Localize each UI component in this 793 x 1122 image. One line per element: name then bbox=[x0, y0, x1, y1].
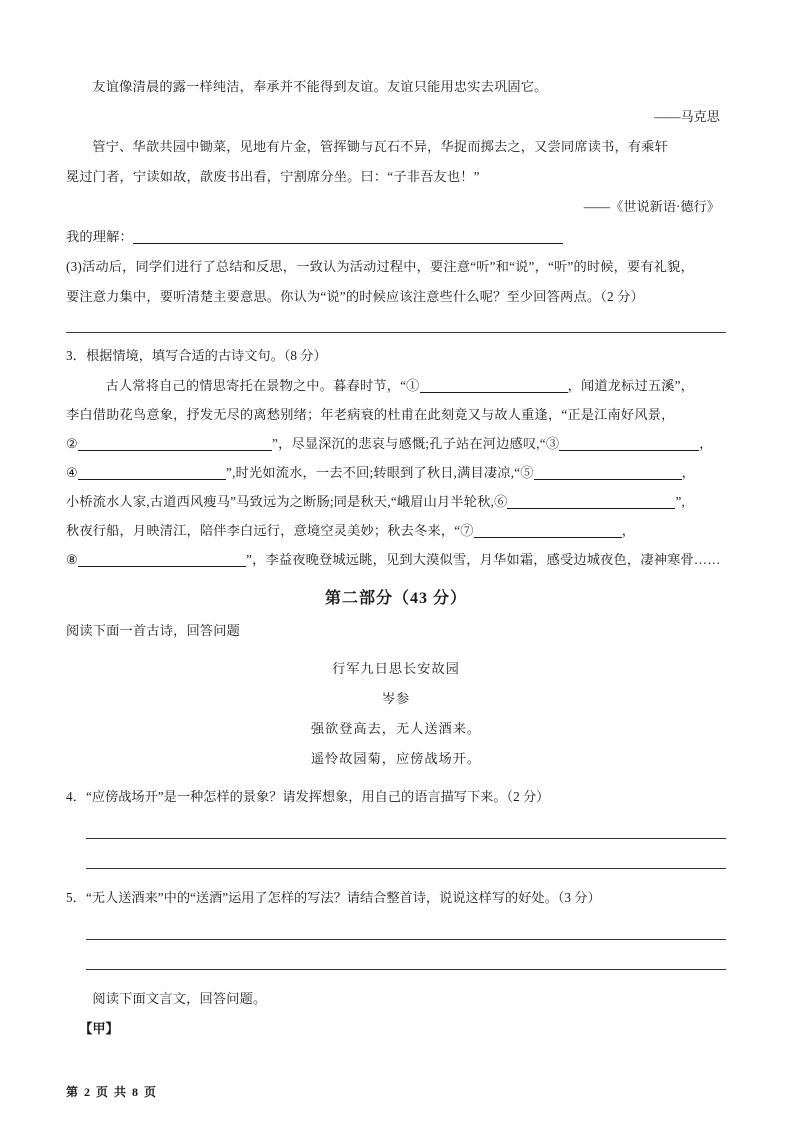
quote-shishuo-source: ——《世说新语·德行》 bbox=[583, 199, 720, 214]
page-content bbox=[66, 72, 726, 1044]
q2c-line1: (3)活动后，同学们进行了总结和反思，一致认为活动过程中，要注意“听”和“说”，“听”的时候，要有礼貌， bbox=[66, 259, 694, 274]
poem-author: 岑参 bbox=[381, 691, 411, 706]
q3-blank[interactable] bbox=[420, 377, 568, 393]
understanding-row bbox=[66, 222, 726, 252]
quote-shishuo-line1: 管宁、华歆共园中锄菜，见地有片金，管挥锄与瓦石不异，华捉而掷去之，又尝同席读书，有乘轩 bbox=[92, 139, 669, 154]
understanding-blank[interactable] bbox=[133, 228, 563, 244]
q3-text-fragment: ⑧ bbox=[66, 552, 79, 567]
q3-blank[interactable] bbox=[534, 464, 682, 480]
q3-blank[interactable] bbox=[474, 522, 622, 538]
poem-line-1: 强欲登高去，无人送酒来。 bbox=[310, 721, 482, 736]
q3-line-4 bbox=[66, 458, 726, 487]
q5-number: 5． bbox=[66, 890, 86, 905]
q3-text-fragment: 秋夜行船，月映清江，陪伴李白远行，意境空灵美妙；秋去冬来，“⑦ bbox=[66, 523, 474, 538]
q3-text-fragment: 李白借助花鸟意象，抒发无尽的离愁别绪；年老病衰的杜甫在此刻竟又与故人重逢，“正是江南好风景， bbox=[66, 407, 675, 422]
part2-title: 第二部分（43 分） bbox=[324, 590, 467, 607]
q3-text-fragment: ”，尽显深沉的悲哀与感慨;孔子站在河边感叹,“③ bbox=[272, 436, 560, 451]
q3-line-3 bbox=[66, 429, 726, 458]
q4-number: 4． bbox=[66, 789, 86, 804]
q4-stem: “应傍战场开”是一种怎样的景象？请发挥想象，用自己的语言描写下来。（2 分） bbox=[86, 789, 550, 804]
q3-stem: 根据情境，填写合适的古诗文句。（8 分） bbox=[86, 348, 327, 363]
q5-header bbox=[66, 883, 726, 913]
q3-text-fragment: ， bbox=[621, 523, 636, 538]
q3-fill-lines bbox=[66, 371, 726, 574]
understanding-label: 我的理解： bbox=[66, 229, 133, 244]
q3-blank[interactable] bbox=[559, 435, 699, 451]
q3-number: 3． bbox=[66, 348, 86, 363]
quote-marx-source: ——马克思 bbox=[654, 109, 720, 124]
q3-line-2 bbox=[66, 400, 726, 429]
q3-header bbox=[66, 341, 726, 371]
q3-blank[interactable] bbox=[507, 493, 675, 509]
classical-instruction: 阅读下面文言文，回答问题。 bbox=[92, 991, 267, 1006]
q3-line-5 bbox=[66, 487, 726, 516]
q3-text-fragment: ”，李益夜晚登城远眺，见到大漠似雪，月华如霜，感受边城夜色，凄神寒骨…… bbox=[246, 552, 721, 567]
q3-text-fragment: 小桥流水人家,古道西风瘦马”马致远为之断肠;同是秋天,“峨眉山月半轮秋,⑥ bbox=[66, 494, 508, 509]
page-footer: 第 2 页 共 8 页 bbox=[66, 1085, 158, 1099]
poem-title: 行军九日思长安故园 bbox=[332, 661, 460, 676]
q3-blank[interactable] bbox=[78, 435, 272, 451]
q3-line-1 bbox=[66, 371, 726, 400]
q2c-line2: 要注意力集中，要听清楚主要意思。你认为“说”的时候应该注意些什么呢？至少回答两点。（2 分） bbox=[66, 289, 645, 304]
q3-line-6 bbox=[66, 516, 726, 545]
q3-blank[interactable] bbox=[78, 464, 226, 480]
q3-text-fragment: ② bbox=[66, 436, 79, 451]
q3-text-fragment: ”, bbox=[675, 494, 686, 509]
q3-text-fragment: ， bbox=[699, 436, 713, 451]
q5-stem: “无人送酒来”中的“送酒”运用了怎样的写法？请结合整首诗，说说这样写的好处。（3 分） bbox=[86, 890, 601, 905]
q3-blank[interactable] bbox=[78, 551, 246, 567]
q3-text-fragment: ④ bbox=[66, 465, 79, 480]
part2-instruction: 阅读下面一首古诗，回答问题 bbox=[66, 623, 241, 638]
classical-label-jia: 【甲】 bbox=[79, 1021, 119, 1036]
q3-text-fragment: 古人常将自己的情思寄托在景物之中。暮春时节，“① bbox=[105, 378, 420, 393]
poem-line-2: 遥怜故园菊，应傍战场开。 bbox=[310, 751, 482, 766]
q3-line-7 bbox=[66, 545, 726, 574]
q4-header bbox=[66, 782, 726, 812]
q3-text-fragment: ， bbox=[681, 465, 696, 480]
q3-text-fragment: ，闻道龙标过五溪”， bbox=[567, 378, 695, 393]
quote-shishuo-line2: 冕过门者，宁读如故，歆废书出看，宁割席分坐。曰：“子非吾友也！” bbox=[66, 169, 480, 184]
q3-text-fragment: ”,时光如流水，一去不回;转眼到了秋日,满目凄凉,“⑤ bbox=[226, 465, 534, 480]
quote-marx-text: 友谊像清晨的露一样纯洁，奉承并不能得到友谊。友谊只能用忠实去巩固它。 bbox=[92, 79, 548, 94]
